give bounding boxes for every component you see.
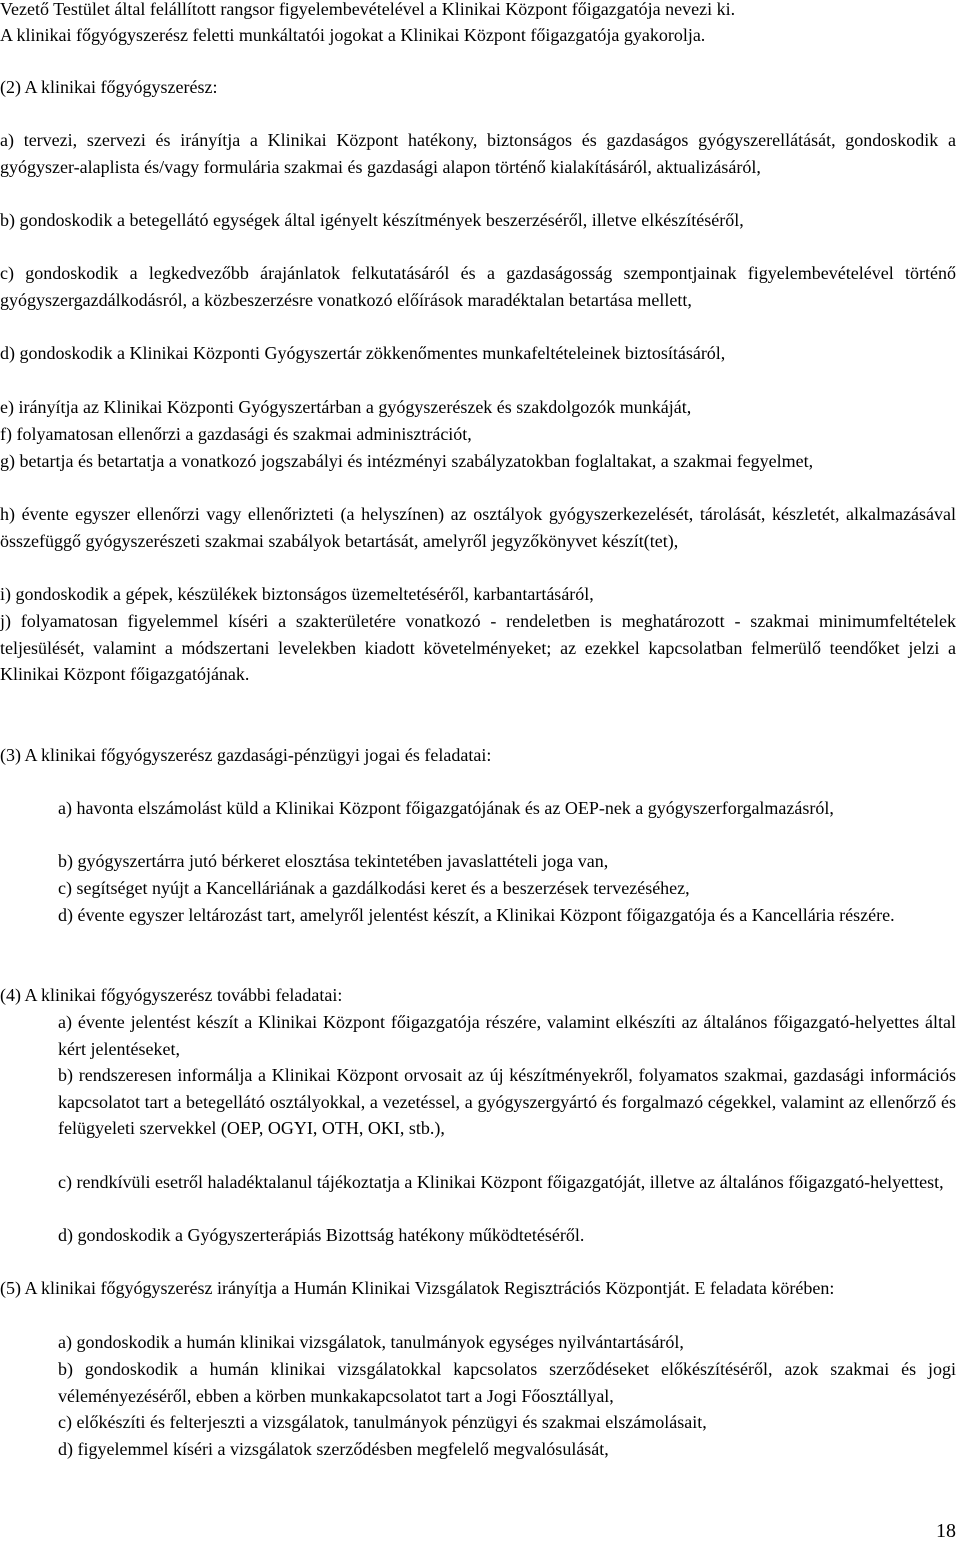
page-number: 18 (936, 1520, 956, 1542)
section-2-item-c: c) gondoskodik a legkedvezőbb árajánlatok felkutatásáról és a gazdaságosság szempontjainak figyelembevételével történő gyógyszergazdálkodásról, a közbeszerzésre vonatkozó előírások maradéktalan betartása mellett, (0, 263, 956, 310)
section-2-heading: (2) A klinikai főgyógyszerész: (0, 77, 218, 97)
intro-line-1: Vezető Testület által felállított rangsor figyelembevételével a Klinikai Központ főigazgatója nevezi ki. (0, 0, 736, 19)
section-2-item-d: d) gondoskodik a Klinikai Központi Gyógyszertár zökkenőmentes munkafeltételeinek biztosításáról, (0, 343, 726, 363)
section-3-item-d: d) évente egyszer leltározást tart, amelyről jelentést készít, a Klinikai Központ főigazgatója és a Kancellária részére. (58, 905, 895, 925)
section-2-item-i: i) gondoskodik a gépek, készülékek biztonságos üzemeltetéséről, karbantartásáról, (0, 584, 594, 604)
section-2-item-b: b) gondoskodik a betegellátó egységek által igényelt készítmények beszerzéséről, illetve elkészítéséről, (0, 210, 744, 230)
section-3-item-a: a) havonta elszámolást küld a Klinikai Központ főigazgatójának és az OEP-nek a gyógyszerforgalmazásról, (58, 798, 834, 818)
section-2-item-h: h) évente egyszer ellenőrzi vagy ellenőrizteti (a helyszínen) az osztályok gyógyszerkezelését, tárolását, készletét, alkalmazásával összefüggő gyógyszerészeti szakmai szabályok betartását, amelyről jegyzőkönyvet készít(tet), (0, 504, 956, 551)
section-3-item-b: b) gyógyszertárra jutó bérkeret elosztása tekintetében javaslattételi joga van, (58, 851, 609, 871)
section-5-item-d: d) figyelemmel kíséri a vizsgálatok szerződésben megfelelő megvalósulását, (58, 1439, 609, 1459)
section-4-item-a: a) évente jelentést készít a Klinikai Központ főigazgatója részére, valamint elkészíti az általános főigazgató-helyettes által kért jelentéseket, (58, 1012, 956, 1059)
section-2-item-e: e) irányítja az Klinikai Központi Gyógyszertárban a gyógyszerészek és szakdolgozók munkáját, (0, 397, 692, 417)
intro-line-2: A klinikai főgyógyszerész feletti munkáltatói jogokat a Klinikai Központ főigazgatója gyakorolja. (0, 25, 706, 45)
section-3-heading: (3) A klinikai főgyógyszerész gazdasági-pénzügyi jogai és feladatai: (0, 745, 492, 765)
section-2-item-f: f) folyamatosan ellenőrzi a gazdasági és szakmai adminisztrációt, (0, 424, 472, 444)
section-2-item-g: g) betartja és betartatja a vonatkozó jogszabályi és intézményi szabályzatokban foglaltakat, a szakmai fegyelmet, (0, 451, 814, 471)
section-4-item-c: c) rendkívüli esetről haladéktalanul tájékoztatja a Klinikai Központ főigazgatóját, illetve az általános főigazgató-helyettest, (58, 1172, 944, 1192)
section-2-item-j: j) folyamatosan figyelemmel kíséri a szakterületére vonatkozó - rendeletben is meghatározott - szakmai minimumfeltételek teljesülését, valamint a módszertani levelekben kiadott követelményeket; az ezekkel kapcsolatban felmerülő teendőket jelzi a Klinikai Központ főigazgatójának. (0, 611, 956, 685)
section-5-item-a: a) gondoskodik a humán klinikai vizsgálatok, tanulmányok egységes nyilvántartásáról, (58, 1332, 684, 1352)
section-5-item-b: b) gondoskodik a humán klinikai vizsgálatokkal kapcsolatos szerződéseket előkészítéséről, azok szakmai és jogi véleményezéséről, ebben a körben munkakapcsolatot tart a Jogi Főosztállyal, (58, 1359, 956, 1406)
section-4-item-b: b) rendszeresen informálja a Klinikai Központ orvosait az új készítményekről, folyamatos szakmai, gazdasági információs kapcsolatot tart a betegellátó osztályokkal, a vezetéssel, a gyógyszergyártó és forgalmazó cégekkel, valamint az ellenőrző és felügyeleti szervekkel (OEP, OGYI, OTH, OKI, stb.), (58, 1065, 956, 1139)
section-5-heading: (5) A klinikai főgyógyszerész irányítja a Humán Klinikai Vizsgálatok Regisztrációs Központját. E feladata körében: (0, 1278, 835, 1298)
section-4-item-d: d) gondoskodik a Gyógyszerterápiás Bizottság hatékony működtetéséről. (58, 1225, 585, 1245)
section-3-item-c: c) segítséget nyújt a Kancelláriának a gazdálkodási keret és a beszerzések tervezéséhez, (58, 878, 690, 898)
section-5-item-c: c) előkészíti és felterjeszti a vizsgálatok, tanulmányok pénzügyi és szakmai elszámolásait, (58, 1412, 707, 1432)
section-2-item-a: a) tervezi, szervezi és irányítja a Klinikai Központ hatékony, biztonságos és gazdaságos gyógyszerellátását, gondoskodik a gyógyszer-alaplista és/vagy formulária szakmai és gazdasági alapon történő kialakításáról, aktualizásáról, (0, 130, 956, 177)
section-4-heading: (4) A klinikai főgyógyszerész további feladatai: (0, 985, 343, 1005)
